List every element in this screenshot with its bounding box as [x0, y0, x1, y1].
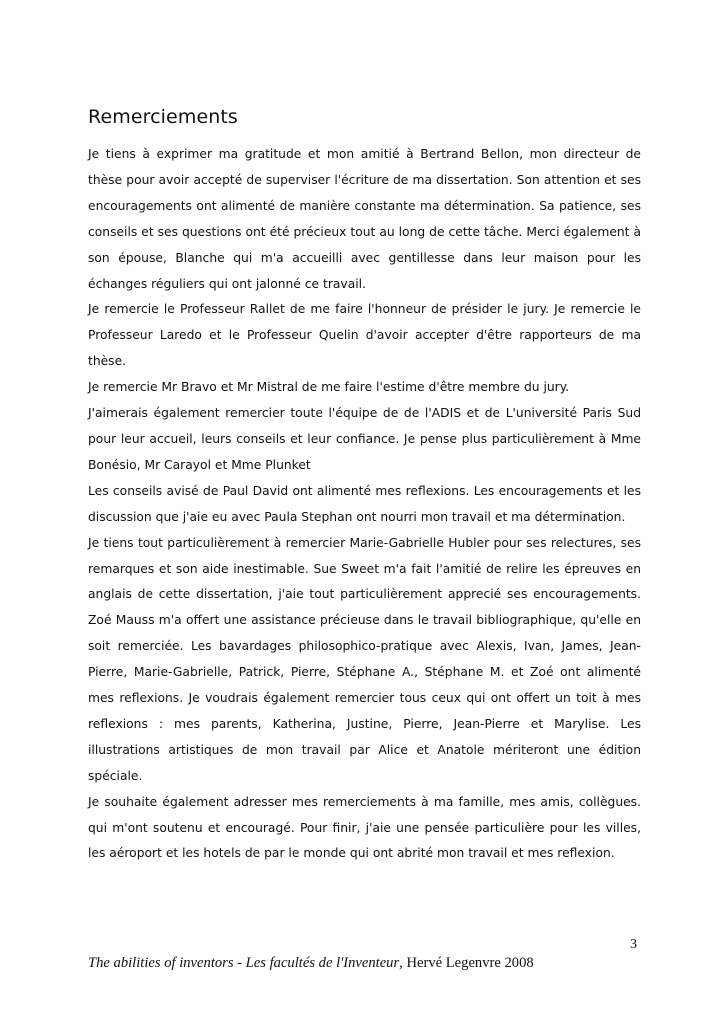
- acknowledgements-body: [88, 142, 641, 867]
- paragraph-advisors: Les conseils avisé de Paul David ont alimenté mes reflexions. Les encouragements et les discussion que j'aie eu avec Paula Stephan ont nourri mon travail et ma détermination.: [88, 483, 641, 524]
- paragraph-jury-members: Je remercie Mr Bravo et Mr Mistral de me faire l'estime d'être membre du jury.: [88, 380, 570, 395]
- paragraph-family: Je souhaite également adresser mes remerciements à ma famille, mes amis, collègues. qui m'ont soutenu et encouragé. Pour finir, j'aie une pensée particulière pour les villes, les aéroport et les hotels de par le monde qui ont abrité mon travail et mes reflexion.: [88, 794, 641, 861]
- page-heading: Remerciements: [88, 106, 238, 128]
- footer-title: The abilities of inventors - Les facultés de l'Inventeur: [88, 955, 400, 971]
- footer-author: , Hervé Legenvre 2008: [399, 955, 534, 971]
- paragraph-adis-team: J'aimerais également remercier toute l'équipe de de l'ADIS et de L'université Paris Sud pour leur accueil, leurs conseils et leur confiance. Je pense plus particulièrement à Mme Bonésio, Mr Carayol et Mme Plunket: [88, 406, 641, 472]
- paragraph-director: Je tiens à exprimer ma gratitude et mon amitié à Bertrand Bellon, mon directeur de thèse pour avoir accepté de superviser l'écriture de ma dissertation. Son attention et ses encouragements ont alimenté de manière constante ma détermination. Sa patience, ses conseils et ses questions ont été précieux tout au long de cette tâche. Merci également à son épouse, Blanche qui m'a accueilli avec gentillesse dans leur maison pour les échanges réguliers qui ont jalonné ce travail.: [88, 147, 641, 291]
- paragraph-reviewers: Je tiens tout particulièrement à remercier Marie-Gabrielle Hubler pour ses relectures, ses remarques et son aide inestimable. Sue Sweet m'a fait l'amitié de relire les épreuves en anglais de cette dissertation, j'aie tout particulièrement apprecié ses encouragements. Zoé Mauss m'a offert une assistance précieuse dans le travail bibliographique, qu'elle en soit remerciée. Les bavardages philosophico-pratique avec Alexis, Ivan, James, Jean-Pierre, Marie-Gabrielle, Patrick, Pierre, Stéphane A., Stéphane M. et Zoé ont alimenté mes reflexions. Je voudrais également remercier tous ceux qui ont offert un toit à mes reflexions : mes parents, Katherina, Justine, Pierre, Jean-Pierre et Marylise. Les illustrations artistiques de mon travail par Alice et Anatole mériteront une édition spéciale.: [88, 535, 641, 783]
- page-footer: [88, 955, 648, 972]
- page-number: 3: [630, 937, 637, 952]
- paragraph-jury-president: Je remercie le Professeur Rallet de me faire l'honneur de présider le jury. Je remercie le Professeur Laredo et le Professeur Quelin d'avoir accepter d'être rapporteurs de ma thèse.: [88, 302, 641, 369]
